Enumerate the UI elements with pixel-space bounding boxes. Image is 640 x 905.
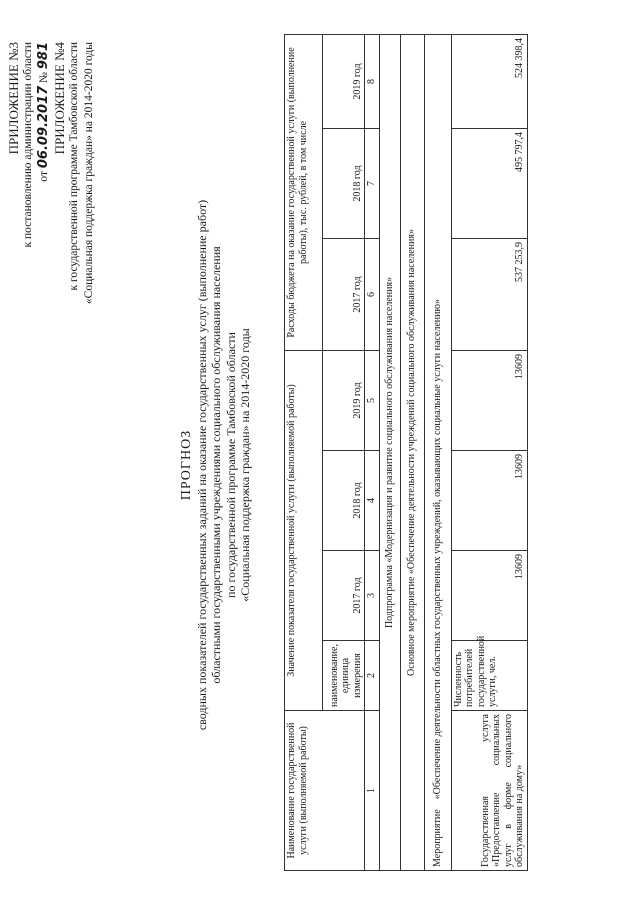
header-year-indicator-2: 2018 год (323, 451, 365, 551)
activity-label: Мероприятие (431, 809, 443, 867)
service-row (451, 34, 527, 870)
service-name: Государственная услуга «Предоставление социальных услуг в форме социального обслуживания на дому» (451, 711, 527, 871)
activity-title (424, 34, 451, 870)
header-year-expense-3: 2019 год (323, 34, 365, 128)
header-indicator: Значение показателя государственной услуги (выполняемой работы) (285, 351, 323, 711)
header-row-1 (285, 34, 323, 870)
column-number-row: 1 2 3 4 5 6 7 8 (365, 34, 380, 870)
header-expenses: Расходы бюджета на оказание государственной услуги (выполнение работы), тыс. рублей, в том числе (285, 34, 323, 350)
main-activity-title: Основное мероприятие «Обеспечение деятельности учреждений социального обслуживания населения» (400, 34, 424, 870)
service-expense-2019: 524 398,4 (451, 34, 527, 128)
subprogram-row (379, 34, 400, 870)
header-year-indicator-3: 2019 год (323, 351, 365, 451)
header-year-expense-2: 2018 год (323, 129, 365, 239)
subprogram-title: Подпрограмма «Модернизация и развитие социального обслуживания населения» (379, 34, 400, 870)
annex-4-label: ПРИЛОЖЕНИЕ №4 (52, 42, 67, 155)
handwritten-number: 981 (36, 42, 51, 70)
service-expense-2017: 537 253,9 (451, 239, 527, 351)
forecast-table (284, 34, 528, 871)
decree-reference: к постановлению администрации области от 06.09.2017 № 981 (22, 42, 51, 248)
header-service-name: Наименование государственной услуги (выполняемой работы) (285, 711, 365, 871)
service-value-2019: 13609 (451, 351, 527, 451)
handwritten-date: 06.09.2017 (36, 85, 51, 169)
service-expense-2018: 495 797,4 (451, 129, 527, 239)
service-value-2018: 13609 (451, 451, 527, 551)
title-forecast: ПРОГНОЗ (179, 429, 194, 501)
header-unit: наименование, единица измерения (323, 641, 365, 711)
annex-3-label: ПРИЛОЖЕНИЕ №3 (6, 42, 21, 155)
program-line-2: «Социальная поддержка граждан» на 2014-2020 годы (83, 42, 95, 305)
activity-text: «Обеспечение деятельности областных государственных учреждений, оказывающих социальные услуги населению» (431, 299, 443, 800)
activity-row (424, 34, 451, 870)
header-year-indicator-1: 2017 год (323, 551, 365, 641)
program-line-1: к государственной программе Тамбовской области (68, 42, 80, 291)
document-title: ПРОГНОЗ сводных показателей государственных заданий на оказание государственных услуг (выполнение работ) областными государственными учреждениями социального обслуживания населения по государственной программе Тамбовской области «Социальная поддержка граждан» на 2014-2020 годы (180, 165, 253, 765)
service-unit: Численность потребителей государственной услуги, чел. (451, 641, 527, 711)
main-activity-row (400, 34, 424, 870)
service-value-2017: 13609 (451, 551, 527, 641)
document-header (6, 42, 97, 304)
header-year-expense-1: 2017 год (323, 239, 365, 351)
